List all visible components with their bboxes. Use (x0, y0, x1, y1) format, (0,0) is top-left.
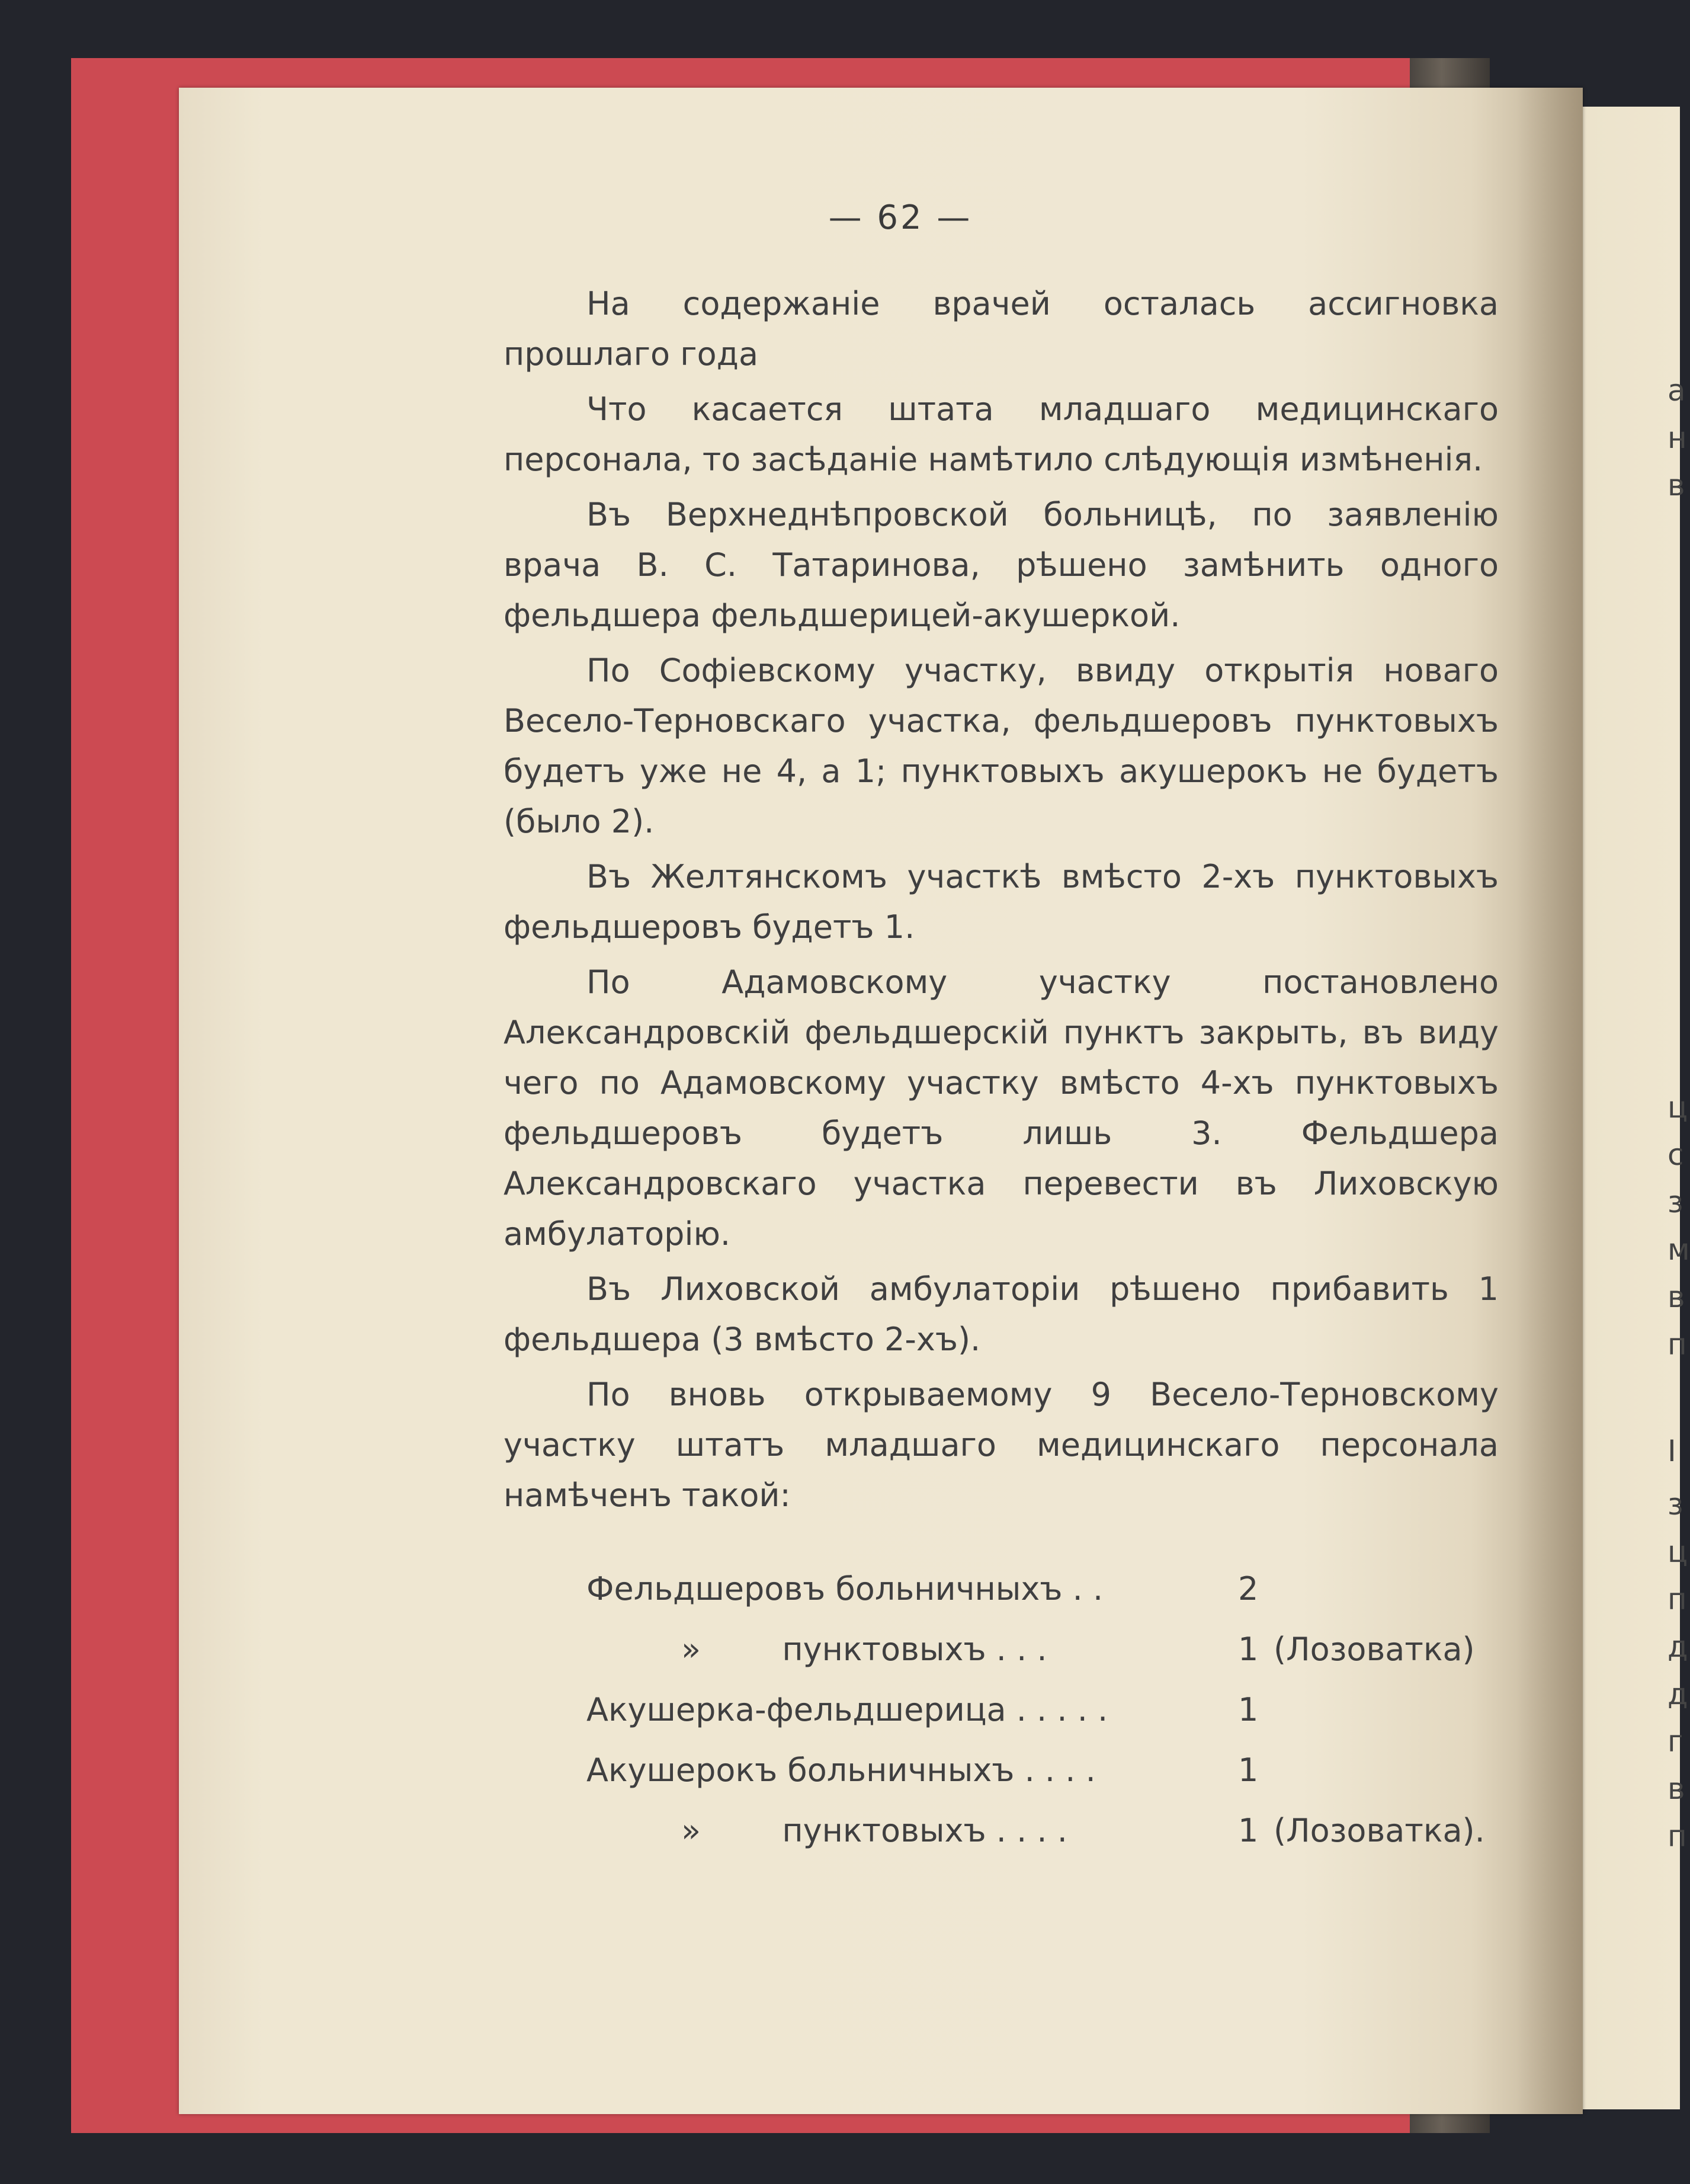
facing-letter: а (1667, 373, 1686, 408)
staff-label: » пунктовыхъ . . . (681, 1631, 1047, 1668)
staff-list (504, 1570, 1499, 1872)
facing-letter: в (1667, 1280, 1685, 1314)
staff-note: (Лозоватка) (1274, 1631, 1475, 1668)
paragraph: На содержаніе врачей осталась ассигновка прошлаго года (504, 285, 1499, 373)
page-number: — 62 — (828, 198, 973, 237)
facing-letter: н (1667, 421, 1687, 455)
page-gutter-shadow (1516, 88, 1583, 2114)
facing-letter: д (1667, 1629, 1688, 1664)
staff-count: 1 (1238, 1631, 1259, 1668)
staff-count: 1 (1238, 1691, 1259, 1728)
facing-letter: п (1667, 1582, 1687, 1616)
facing-letter: з (1667, 1487, 1683, 1522)
paragraph: По Софіевскому участку, ввиду открытія новаго Весело-Терновскаго участка, фельдшеровъ пунктовыхъ будетъ уже не 4, а 1; пунктовыхъ акушерокъ не будетъ (было 2). (504, 652, 1499, 840)
staff-row (504, 1751, 1499, 1812)
facing-letter: з (1667, 1185, 1683, 1219)
facing-letter: м (1667, 1232, 1690, 1267)
staff-note: (Лозоватка). (1274, 1812, 1485, 1849)
facing-letter: с (1667, 1138, 1684, 1172)
staff-count: 2 (1238, 1570, 1259, 1607)
staff-row (504, 1631, 1499, 1691)
paragraph: Въ Верхнеднѣпровской больницѣ, по заявленію врача В. С. Татаринова, рѣшено замѣнить одного фельдшера фельдшерицей-акушеркой. (504, 496, 1499, 634)
paragraph: Въ Лиховской амбулаторіи рѣшено прибавить 1 фельдшера (3 вмѣсто 2-хъ). (504, 1270, 1499, 1358)
facing-letter: ц (1667, 1090, 1688, 1125)
facing-letter: п (1667, 1819, 1687, 1853)
facing-letter: в (1667, 468, 1685, 502)
staff-row (504, 1812, 1499, 1872)
staff-label: Акушерокъ больничныхъ . . . . (586, 1751, 1096, 1789)
staff-label: Фельдшеровъ больничныхъ . . (586, 1570, 1104, 1607)
facing-letter: д (1667, 1677, 1688, 1711)
paragraph: Въ Желтянскомъ участкѣ вмѣсто 2-хъ пунктовыхъ фельдшеровъ будетъ 1. (504, 858, 1499, 946)
staff-count: 1 (1238, 1812, 1259, 1849)
page-body (504, 278, 1499, 1525)
paragraph: По Адамовскому участку постановлено Александровскій фельдшерскій пунктъ закрыть, въ виду чего по Адамовскому участку вмѣсто 4-хъ пунктовыхъ фельдшеровъ будетъ лишь 3. Фельдшера Александровскаго участка перевести въ Лиховскую амбулаторію. (504, 963, 1499, 1253)
staff-label: » пунктовыхъ . . . . (681, 1812, 1067, 1849)
facing-letter: п (1667, 1327, 1687, 1362)
facing-letter: г (1667, 1724, 1683, 1759)
staff-label: Акушерка-фельдшерица . . . . . (586, 1691, 1108, 1728)
facing-letter: ц (1667, 1535, 1688, 1569)
facing-letter: І (1667, 1434, 1676, 1468)
staff-count: 1 (1238, 1751, 1259, 1789)
staff-row (504, 1691, 1499, 1751)
paragraph: По вновь открываемому 9 Весело-Терновскому участку штатъ младшаго медицинскаго персонала намѣченъ такой: (504, 1376, 1499, 1514)
paragraph: Что касается штата младшаго медицинскаго персонала, то засѣданіе намѣтило слѣдующія измѣненія. (504, 390, 1499, 478)
facing-letter: в (1667, 1772, 1685, 1806)
staff-row (504, 1570, 1499, 1631)
